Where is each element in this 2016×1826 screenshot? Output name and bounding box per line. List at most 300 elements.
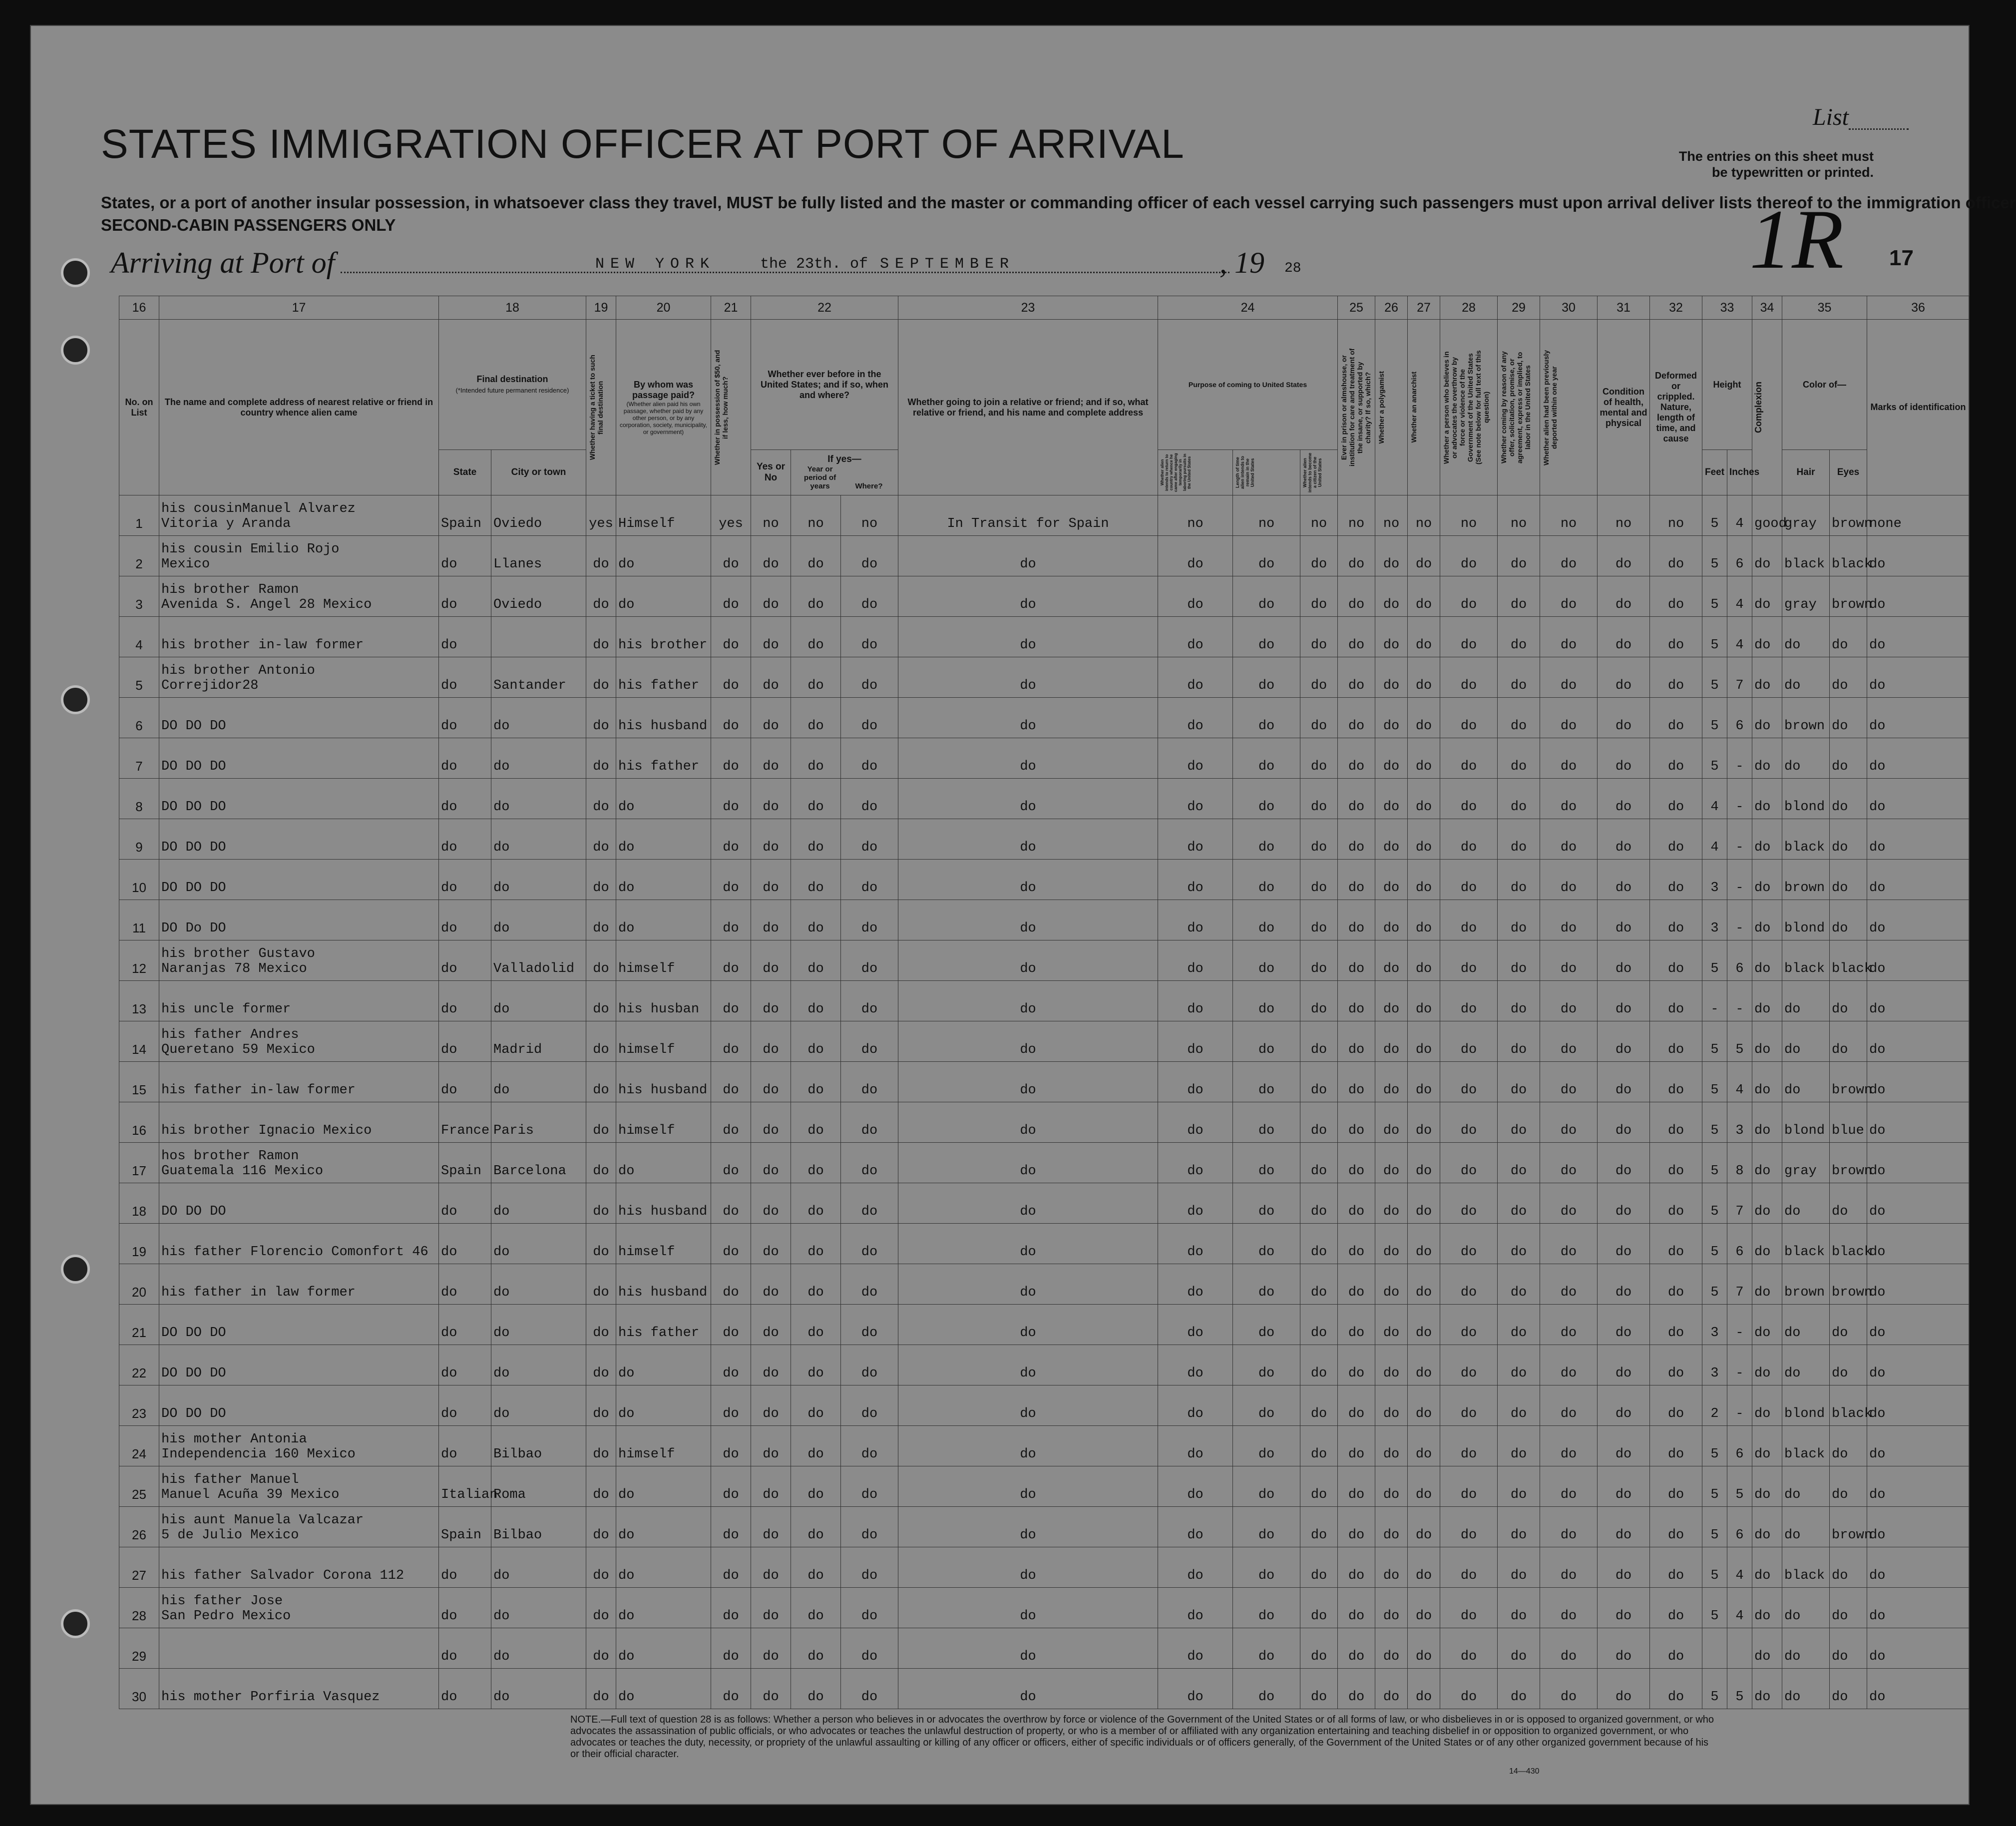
cell-fifty: do [711,981,751,1021]
cell-contract: do [1498,981,1540,1021]
cell-deform: do [1650,900,1702,940]
cell-yn: do [751,1628,791,1669]
purpose-b-label: Length of time alien intends to remain in the United States [1235,456,1255,489]
cell-fifty: do [711,1305,751,1345]
table-row [119,981,1970,1021]
cell-state: do [439,1426,491,1466]
cell-paid: his father [616,657,711,698]
cell-join: do [898,1102,1158,1143]
cell-dep: no [1540,495,1598,536]
cell-ticket: do [586,900,616,940]
cell-join: do [898,1588,1158,1628]
cell-paid: his husband [616,1183,711,1224]
cell-poly: do [1375,1224,1408,1264]
relative-line-1: his aunt Manuela Valcazar [161,1513,364,1528]
cell-p3: do [1300,1466,1338,1507]
cell-state: do [439,536,491,576]
cell-paid: Himself [616,495,711,536]
cell-paid: do [616,1669,711,1709]
form-intro: States, or a port of another insular possession, in whatsoever class they travel, MUST be fully listed and the master or commanding officer of each vessel carrying such passengers must upon arrival deliver lists thereof to the immigration officer [101,193,2016,212]
cell-p1: do [1158,1628,1233,1669]
cell-hair: black [1782,536,1830,576]
cell-no: 11 [119,900,159,940]
cell-p3: do [1300,1305,1338,1345]
header-marks: Marks of identification [1867,320,1970,495]
cell-over: no [1440,495,1498,536]
cell-deform: do [1650,1183,1702,1224]
cell-no: 22 [119,1345,159,1385]
cell-year: do [791,1588,841,1628]
relative-line-2: his brother in-law former [161,638,364,653]
cell-join: do [898,1062,1158,1102]
cell-rel [159,1021,439,1062]
cell-fifty: do [711,1021,751,1062]
cell-eyes: do [1830,1547,1867,1588]
cell-city: Bilbao [491,1426,586,1466]
header-if-yes [791,450,898,495]
cell-yn: do [751,1385,791,1426]
relative-line-1: his father Manuel [161,1472,299,1487]
cell-rel [159,779,439,819]
cell-deform: do [1650,1385,1702,1426]
cell-rel [159,1669,439,1709]
cell-hair: do [1782,1345,1830,1385]
cell-city: Roma [491,1466,586,1507]
cell-no: 29 [119,1628,159,1669]
cell-p3: do [1300,1264,1338,1305]
cell-p2: do [1233,1224,1300,1264]
cell-poly: do [1375,1588,1408,1628]
cell-rel [159,1062,439,1102]
cell-no: 2 [119,536,159,576]
cell-marks: do [1867,1426,1970,1466]
cell-no: 1 [119,495,159,536]
cell-marks: do [1867,1507,1970,1547]
cell-paid: himself [616,940,711,981]
col-num: 29 [1498,296,1540,320]
cell-anar: do [1408,1264,1440,1305]
relative-line-2: his mother Porfiria Vasquez [161,1690,380,1705]
cell-prison: do [1338,1305,1375,1345]
cell-contract: do [1498,657,1540,698]
cell-ticket: do [586,819,616,860]
cell-p2: do [1233,698,1300,738]
header-deported [1540,320,1598,495]
table-row [119,1345,1970,1385]
cell-rel [159,1507,439,1547]
cell-prison: do [1338,1264,1375,1305]
cell-p2: do [1233,617,1300,657]
col-num: 20 [616,296,711,320]
cell-inch: 6 [1727,698,1752,738]
cell-dep: do [1540,1547,1598,1588]
cell-comp: do [1752,1466,1782,1507]
cell-feet: 5 [1702,657,1727,698]
cell-feet: 5 [1702,1466,1727,1507]
cell-paid: himself [616,1224,711,1264]
cell-p1: do [1158,738,1233,779]
cell-p1: do [1158,940,1233,981]
cell-contract: do [1498,940,1540,981]
cell-feet: 2 [1702,1385,1727,1426]
cell-cond: do [1598,1143,1650,1183]
cell-p2: do [1233,779,1300,819]
cell-p1: do [1158,1224,1233,1264]
cell-hair: do [1782,1062,1830,1102]
cell-deform: no [1650,495,1702,536]
cell-marks: do [1867,1102,1970,1143]
cell-rel [159,1305,439,1345]
cell-rel [159,860,439,900]
cell-year: do [791,1021,841,1062]
cell-over: do [1440,1264,1498,1305]
table-row [119,738,1970,779]
cell-contract: do [1498,617,1540,657]
cell-no: 30 [119,1669,159,1709]
cell-eyes: black [1830,1224,1867,1264]
cell-hair: do [1782,1588,1830,1628]
col-num: 30 [1540,296,1598,320]
cell-city: do [491,819,586,860]
relative-line-2: Manuel Acuña 39 Mexico [161,1487,340,1502]
table-row [119,1062,1970,1102]
cell-eyes: do [1830,617,1867,657]
cell-state: do [439,860,491,900]
cell-paid: his husband [616,1062,711,1102]
cell-prison: do [1338,1426,1375,1466]
cell-eyes: do [1830,779,1867,819]
cell-marks: do [1867,1062,1970,1102]
cell-cond: do [1598,1547,1650,1588]
cell-deform: do [1650,1062,1702,1102]
table-row [119,1588,1970,1628]
cell-where: do [841,1507,898,1547]
cell-comp: do [1752,738,1782,779]
cell-city: Barcelona [491,1143,586,1183]
cell-state: do [439,940,491,981]
cell-prison: no [1338,495,1375,536]
cell-p2: no [1233,495,1300,536]
cell-p3: do [1300,1102,1338,1143]
cell-join: do [898,779,1158,819]
cell-contract: do [1498,1143,1540,1183]
cell-cond: do [1598,1385,1650,1426]
col-num: 31 [1598,296,1650,320]
cell-p1: no [1158,495,1233,536]
header-purpose-c [1300,450,1338,495]
cell-join: do [898,981,1158,1021]
cell-eyes: black [1830,536,1867,576]
cell-ticket: do [586,576,616,617]
cell-over: do [1440,779,1498,819]
cell-cond: do [1598,536,1650,576]
cell-p1: do [1158,1426,1233,1466]
cell-eyes: brown [1830,1062,1867,1102]
cell-p2: do [1233,1466,1300,1507]
cell-marks: do [1867,1669,1970,1709]
col-num: 17 [159,296,439,320]
cell-yn: do [751,698,791,738]
cell-hair: do [1782,1183,1830,1224]
cell-city: Santander [491,657,586,698]
cell-city: do [491,1385,586,1426]
cell-cond: do [1598,1426,1650,1466]
header-purpose: Purpose of coming to United States [1158,320,1338,450]
header-purpose-b [1233,450,1300,495]
cell-rel [159,1466,439,1507]
table-row [119,1143,1970,1183]
purpose-a-label: Whether alien intends to return to country whence he came after engaging temporarily in laboring pursuits in the United States [1160,453,1192,492]
cell-state: do [439,779,491,819]
cell-cond: do [1598,698,1650,738]
cell-deform: do [1650,1345,1702,1385]
cell-cond: do [1598,1305,1650,1345]
cell-comp: do [1752,1547,1782,1588]
binder-hole [61,336,90,365]
cell-join: do [898,900,1158,940]
cell-where: do [841,698,898,738]
cell-feet: 5 [1702,1507,1727,1547]
relative-line-2: DO DO DO [161,1366,226,1381]
cell-fifty: do [711,1183,751,1224]
cell-cond: do [1598,657,1650,698]
cell-contract: do [1498,1507,1540,1547]
cell-year: do [791,1669,841,1709]
cell-where: do [841,1062,898,1102]
cell-p1: do [1158,1305,1233,1345]
header-height: Height [1702,320,1752,450]
relative-line-2: Correjidor28 [161,678,259,693]
cell-anar: do [1408,981,1440,1021]
table-row [119,698,1970,738]
cell-over: do [1440,1547,1498,1588]
port-name: NEW YORK [595,256,716,273]
cell-where: do [841,1588,898,1628]
cell-fifty: do [711,1264,751,1305]
cell-prison: do [1338,860,1375,900]
cell-over: do [1440,657,1498,698]
table-row [119,1264,1970,1305]
footnote: NOTE.—Full text of question 28 is as follows: Whether a person who believes in or advocates the overthrow by force or violence of the Government of the United States or of all forms of law, or who disbelieves in or is opposed to organized government, or who advocates the assassination of public officials, or who advocates or teaches the unlawful destruction of property, or who is a member of or affiliated with any organization entertaining and teaching disbelief in or opposition to organized government, or who advocates or teaches the duty, necessity, or propriety of the unlawful assaulting or killing of any officer or officers, either of specific individuals or of officers generally, of the Government of the United States or of any other organized government because of his or their official character. [570,1714,1714,1760]
col-num: 19 [586,296,616,320]
cell-prison: do [1338,1062,1375,1102]
cell-hair: black [1782,1426,1830,1466]
col-num: 35 [1782,296,1867,320]
cell-no: 19 [119,1224,159,1264]
table-row [119,1102,1970,1143]
form-number: 14—430 [1509,1767,1540,1776]
cell-fifty: do [711,698,751,738]
cell-ticket: do [586,1466,616,1507]
cell-cond: do [1598,738,1650,779]
cell-rel [159,657,439,698]
cell-anar: do [1408,1102,1440,1143]
relative-line-2: Guatemala 116 Mexico [161,1164,324,1179]
cell-cond: do [1598,1588,1650,1628]
cell-ticket: do [586,1062,616,1102]
cell-poly: do [1375,1426,1408,1466]
cell-inch: 7 [1727,1183,1752,1224]
cell-join: do [898,576,1158,617]
cell-cond: do [1598,981,1650,1021]
cell-feet: 5 [1702,617,1727,657]
cell-marks: do [1867,698,1970,738]
cell-year: do [791,1305,841,1345]
cell-state: do [439,900,491,940]
cell-no: 25 [119,1466,159,1507]
col-num: 36 [1867,296,1970,320]
cell-no: 24 [119,1426,159,1466]
cell-p3: do [1300,576,1338,617]
cell-feet: 5 [1702,536,1727,576]
cell-fifty: do [711,1102,751,1143]
cell-comp: do [1752,1588,1782,1628]
cell-fifty: do [711,1466,751,1507]
cell-fifty: do [711,1224,751,1264]
cell-comp: do [1752,657,1782,698]
cell-p1: do [1158,1062,1233,1102]
cell-fifty: do [711,1547,751,1588]
cell-where: do [841,940,898,981]
cell-where: do [841,860,898,900]
cell-cond: do [1598,617,1650,657]
cell-dep: do [1540,576,1598,617]
header-color-of: Color of— [1782,320,1867,450]
cell-inch: 6 [1727,1224,1752,1264]
cell-dep: do [1540,860,1598,900]
cell-year: do [791,860,841,900]
cell-comp: do [1752,698,1782,738]
cell-city: Bilbao [491,1507,586,1547]
cell-deform: do [1650,1628,1702,1669]
cell-prison: do [1338,1669,1375,1709]
cell-inch: 4 [1727,576,1752,617]
cell-ticket: do [586,617,616,657]
cell-anar: do [1408,1628,1440,1669]
cell-p1: do [1158,1385,1233,1426]
cell-feet: 5 [1702,1588,1727,1628]
cell-contract: do [1498,1305,1540,1345]
cell-p2: do [1233,900,1300,940]
cell-paid: do [616,1345,711,1385]
cell-paid: his father [616,738,711,779]
cell-contract: do [1498,1345,1540,1385]
cell-prison: do [1338,1588,1375,1628]
cell-eyes: do [1830,1669,1867,1709]
table-row [119,1669,1970,1709]
cell-marks: none [1867,495,1970,536]
cell-no: 27 [119,1547,159,1588]
cell-state: Spain [439,1143,491,1183]
cell-prison: do [1338,1507,1375,1547]
cell-where: do [841,1264,898,1305]
cell-poly: do [1375,1385,1408,1426]
cell-cond: do [1598,1183,1650,1224]
relative-line-1: his mother Antonia [161,1432,307,1447]
header-ticket [586,320,616,495]
cell-rel [159,981,439,1021]
table-row [119,576,1970,617]
cell-prison: do [1338,617,1375,657]
cell-p3: do [1300,940,1338,981]
cell-comp: do [1752,981,1782,1021]
header-deformed: Deformed or crippled. Nature, length of time, and cause [1650,320,1702,495]
cell-year: no [791,495,841,536]
cell-comp: do [1752,900,1782,940]
cell-prison: do [1338,1102,1375,1143]
cell-p3: do [1300,617,1338,657]
cell-over: do [1440,1224,1498,1264]
cell-join: do [898,1385,1158,1426]
cell-deform: do [1650,617,1702,657]
cell-contract: do [1498,1588,1540,1628]
cell-over: do [1440,1669,1498,1709]
cell-state: do [439,1669,491,1709]
cell-p2: do [1233,1264,1300,1305]
header-state: State [439,450,491,495]
header-purpose-a [1158,450,1233,495]
cell-inch: - [1727,1305,1752,1345]
cell-ticket: do [586,738,616,779]
cell-poly: do [1375,1305,1408,1345]
cell-inch: 7 [1727,657,1752,698]
cell-deform: do [1650,1102,1702,1143]
cell-cond: do [1598,1345,1650,1385]
cell-feet: 5 [1702,495,1727,536]
cell-over: do [1440,1021,1498,1062]
cell-p3: do [1300,738,1338,779]
cell-p1: do [1158,1264,1233,1305]
cell-p2: do [1233,981,1300,1021]
cell-prison: do [1338,779,1375,819]
header-condition: Condition of health, mental and physical [1598,320,1650,495]
cell-paid: do [616,1466,711,1507]
purpose-c-label: Whether alien intends to become a citizen of the United States [1302,453,1323,492]
relative-line-2: DO DO DO [161,719,226,734]
cell-year: do [791,1547,841,1588]
cell-rel [159,1345,439,1385]
year-period-label: Year or period of years [804,464,836,490]
cell-join: do [898,1466,1158,1507]
cell-anar: do [1408,1143,1440,1183]
cell-city: do [491,860,586,900]
cell-year: do [791,1426,841,1466]
cell-city: do [491,1628,586,1669]
cell-p3: do [1300,779,1338,819]
cell-p2: do [1233,1183,1300,1224]
cell-eyes: brown [1830,495,1867,536]
cell-fifty: do [711,1588,751,1628]
cell-marks: do [1867,860,1970,900]
cell-prison: do [1338,576,1375,617]
cell-dep: do [1540,738,1598,779]
table-row [119,1305,1970,1345]
cell-feet: 5 [1702,1547,1727,1588]
cell-marks: do [1867,1305,1970,1345]
cell-city: Paris [491,1102,586,1143]
cell-deform: do [1650,1305,1702,1345]
cell-ticket: do [586,1305,616,1345]
cell-cond: do [1598,1264,1650,1305]
binder-hole [61,685,90,714]
cell-no: 28 [119,1588,159,1628]
cell-dep: do [1540,617,1598,657]
cell-hair: black [1782,940,1830,981]
year-suffix: 28 [1284,261,1301,276]
relative-line-2: his uncle former [161,1002,291,1017]
cell-contract: do [1498,860,1540,900]
cell-where: do [841,1345,898,1385]
